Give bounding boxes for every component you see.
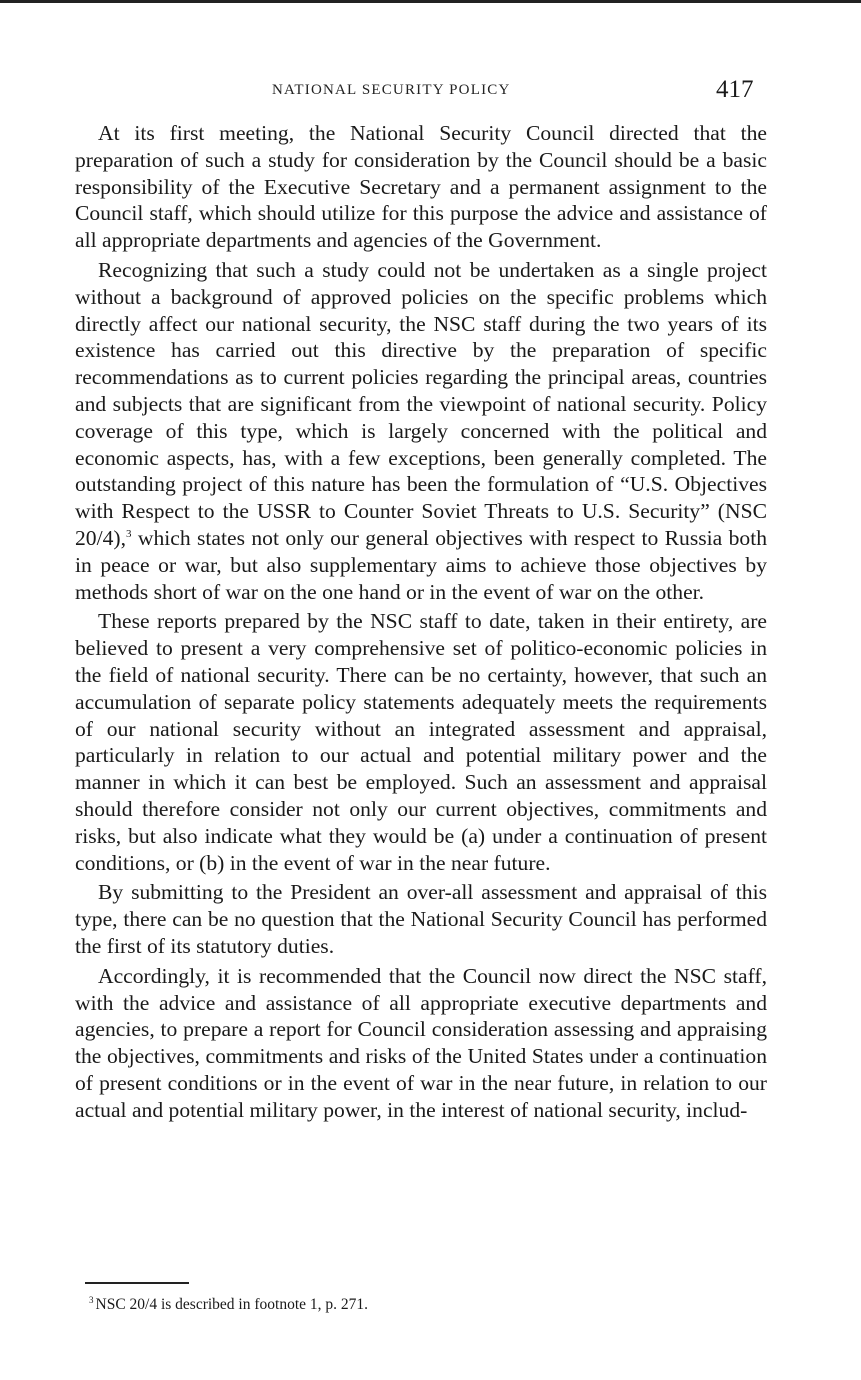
paragraph-4 xyxy=(75,879,767,959)
paragraph-text: These reports prepared by the NSC staff to date, taken in their entirety, are believed to present a very comprehensive set of politico-economic policies in the field of national security. There can be no certainty, however, that such an accumulation of separate policy statements adequately meets the requirements of our national security without an integrated assessment and appraisal, particularly in relation to our actual and potential military power and the manner in which it can best be employed. Such an assessment and appraisal should therefore consider not only our current objectives, commitments and risks, but also indicate what they would be (a) under a continuation of present conditions, or (b) in the event of war in the near future. xyxy=(75,609,767,875)
footnote-3 xyxy=(89,1296,368,1314)
paragraph-text: Accordingly, it is recommended that the Council now direct the NSC staff, with the advice and assistance of all appropriate executive departments and agencies, to prepare a report for Council consideration assessing and appraising the objectives, commitments and risks of the United States under a continuation of present conditions or in the event of war in the near future, in relation to our actual and potential military power, in the interest of national security, includ- xyxy=(75,963,767,1122)
page-number: 417 xyxy=(716,76,754,103)
paragraph-text: which states not only our general objectives with respect to Russia both in peace or war, but also supplementary aims to achieve those objectives by methods short of war on the one hand or in the event of war on the other. xyxy=(75,525,767,604)
paragraph-1 xyxy=(75,120,767,254)
paragraph-text: Recognizing that such a study could not be undertaken as a single project without a background of approved policies on the specific problems which directly affect our national security, the NSC staff during the two years of its existence has carried out this directive by the preparation of specific recommendations as to current policies regarding the principal areas, countries and subjects that are significant from the viewpoint of national security. Policy coverage of this type, which is largely concerned with the political and economic aspects, has, with a few exceptions, been generally completed. The outstanding project of this nature has been the formulation of “U.S. Objectives with Respect to the USSR to Counter Soviet Threats to U.S. Security” (NSC 20/4), xyxy=(75,257,767,550)
footnote-reference[interactable]: 3 xyxy=(125,527,132,540)
body-text xyxy=(75,120,767,1123)
paragraph-3 xyxy=(75,608,767,876)
paragraph-5 xyxy=(75,963,767,1124)
paragraph-text: At its first meeting, the National Security Council directed that the preparation of such a study for consideration by the Council should be a basic responsibility of the Executive Secretary and a permanent assignment to the Council staff, which should utilize for this purpose the advice and assistance of all appropriate departments and agencies of the Government. xyxy=(75,121,767,253)
top-border-rule xyxy=(0,0,861,3)
footnote-divider xyxy=(85,1282,189,1284)
running-head xyxy=(0,78,861,108)
paragraph-text: By submitting to the President an over-all assessment and appraisal of this type, there can be no question that the National Security Council has performed the first of its statutory duties. xyxy=(75,880,767,958)
footnote-mark: 3 xyxy=(89,1294,94,1305)
running-title: NATIONAL SECURITY POLICY xyxy=(272,82,511,98)
paragraph-2 xyxy=(75,257,767,605)
footnote-text: NSC 20/4 is described in footnote 1, p. 271. xyxy=(95,1296,369,1313)
